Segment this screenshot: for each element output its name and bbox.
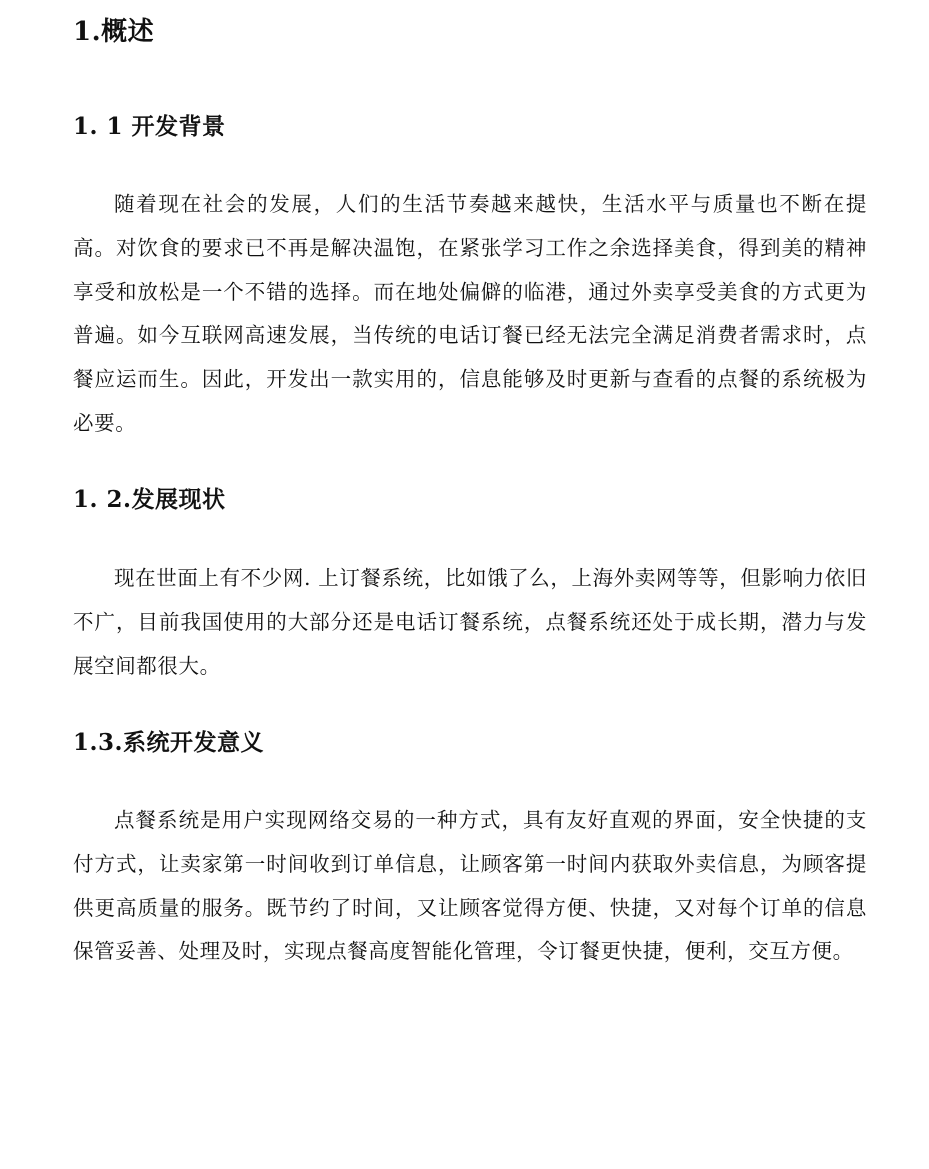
document-title: 1.概述 <box>73 17 155 47</box>
section-heading-background: 1. 1 开发背景 <box>73 113 226 140</box>
section-paragraph-background: 随着现在社会的发展，人们的生活节奏越来越快，生活水平与质量也不断在提高。对饮食的要求已不再是解决温饱，在紧张学习工作之余选择美食，得到美的精神享受和放松是一个不错的选择。而在地处偏僻的临港，通过外卖享受美食的方式更为普遍。如今互联网高速发展，当传统的电话订餐已经无法完全满足消费者需求时，点餐应运而生。因此，开发出一款实用的，信息能够及时更新与查看的点餐的系统极为必要。 <box>73 192 867 435</box>
section-heading-status: 1. 2.发展现状 <box>73 486 226 513</box>
section-paragraph-status: 现在世面上有不少网. 上订餐系统，比如饿了么，上海外卖网等等，但影响力依旧不广，目前我国使用的大部分还是电话订餐系统，点餐系统还处于成长期，潜力与发展空间都很大。 <box>73 566 867 678</box>
section-heading-significance: 1.3.系统开发意义 <box>73 729 265 756</box>
section-paragraph-significance: 点餐系统是用户实现网络交易的一种方式，具有友好直观的界面，安全快捷的支付方式，让卖家第一时间收到订单信息，让顾客第一时间内获取外卖信息，为顾客提供更高质量的服务。既节约了时间，又让顾客觉得方便、快捷，又对每个订单的信息保管妥善、处理及时，实现点餐高度智能化管理，令订餐更快捷，便利，交互方便。 <box>73 808 867 964</box>
